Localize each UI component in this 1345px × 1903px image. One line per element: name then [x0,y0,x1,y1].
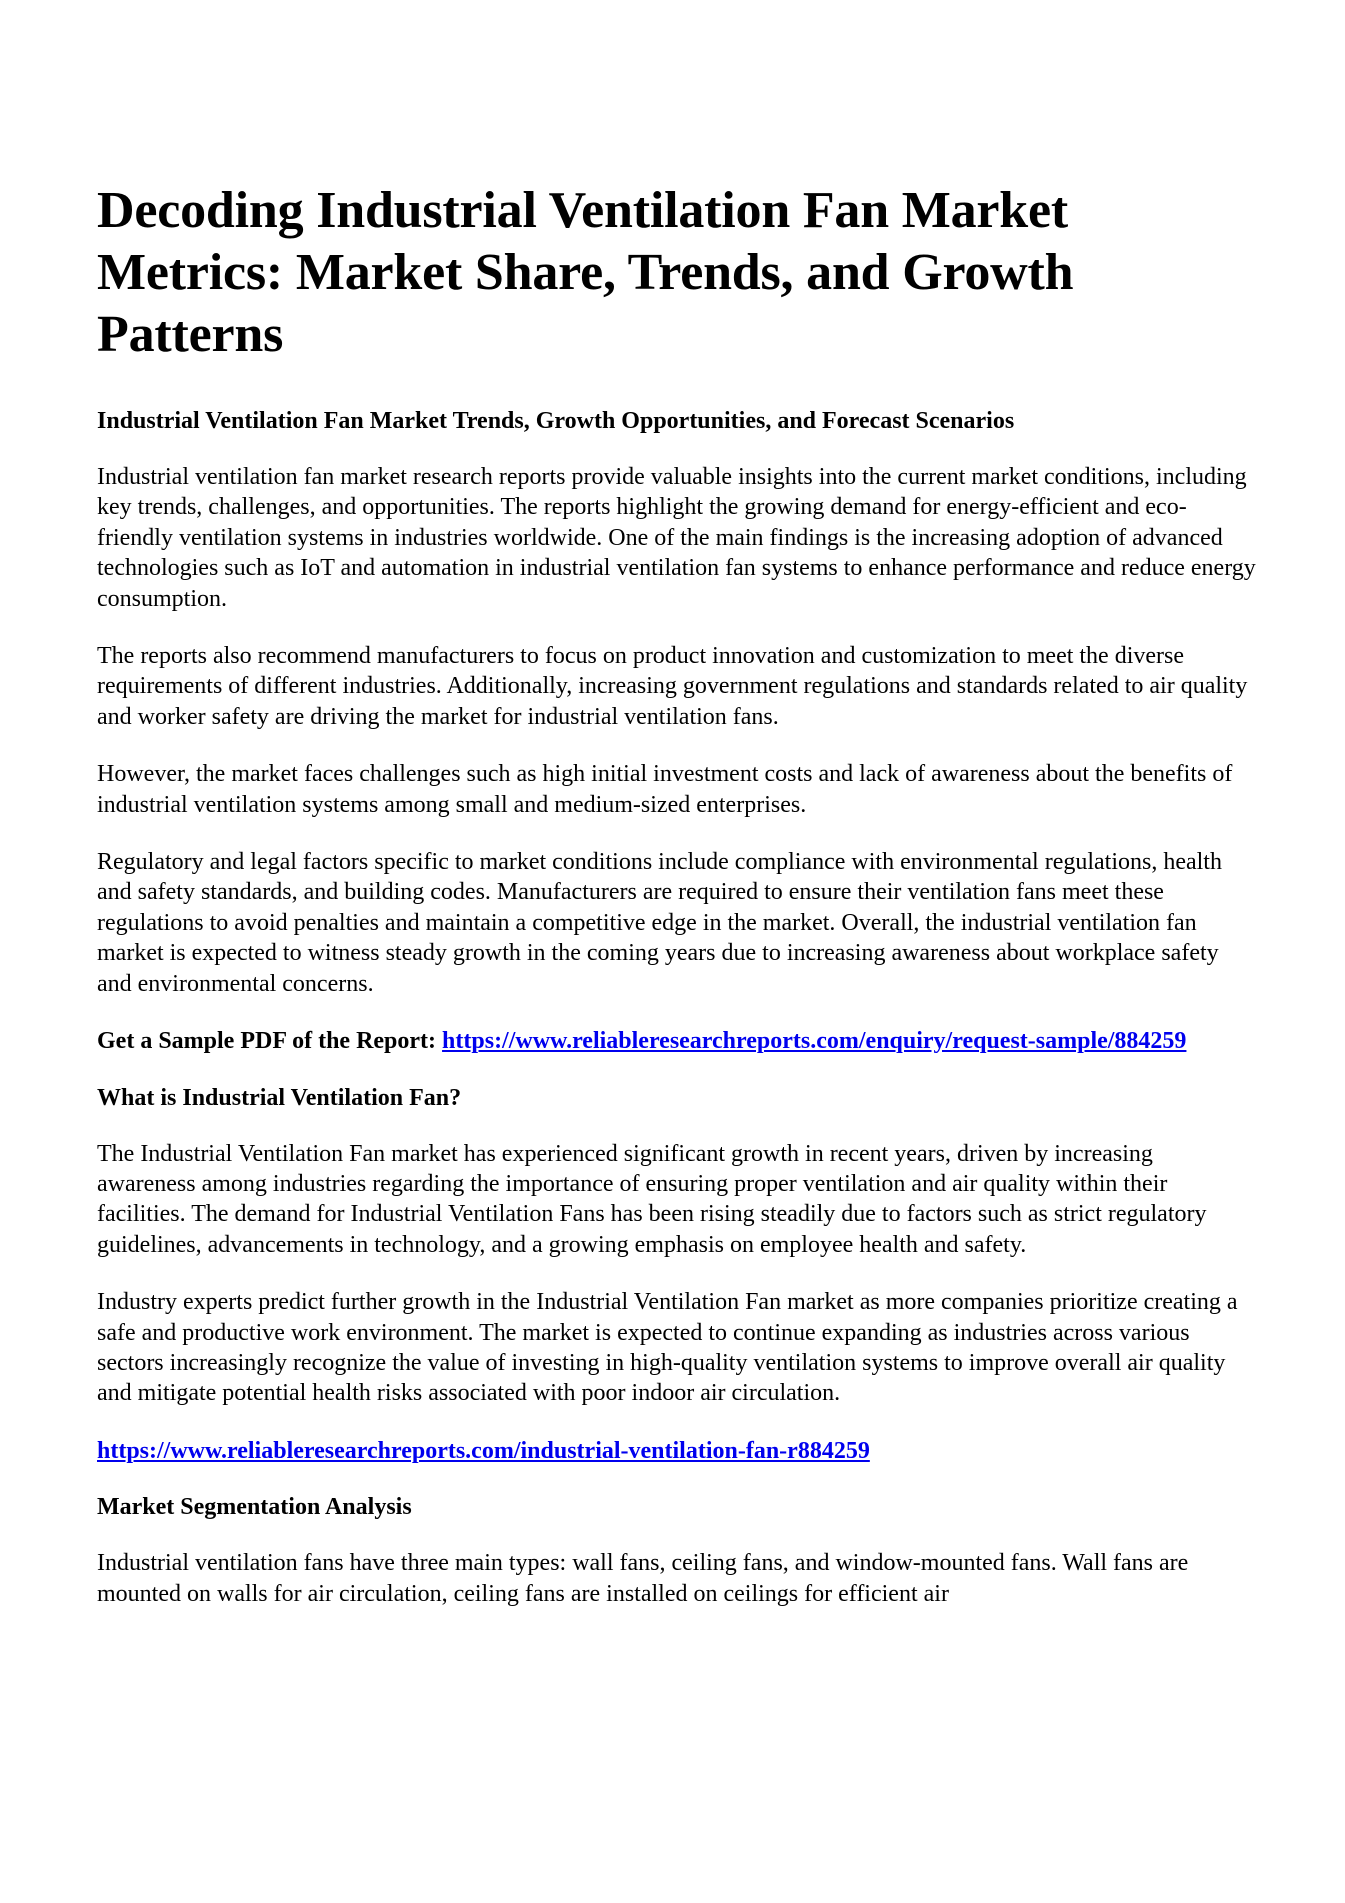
paragraph-expert-predictions: Industry experts predict further growth in the Industrial Ventilation Fan market as more companies prioritize creating a safe and productive work environment. The market is expected to continue expanding as industries across various sectors increasingly recognize the value of investing in high-quality ventilation systems to improve overall air quality and mitigate potential health risks associated with poor indoor air circulation. [97,1289,1238,1407]
trends-heading: Industrial Ventilation Fan Market Trends, Growth Opportunities, and Forecast Scenarios [97,408,1015,434]
paragraph-regulatory: Regulatory and legal factors specific to market conditions include compliance with environmental regulations, health and safety standards, and building codes. Manufacturers are required to ensure their ventilation fans meet these regulations to avoid penalties and maintain a competitive edge in the market. Overall, the industrial ventilation fan market is expected to witness steady growth in the coming years due to increasing awareness about workplace safety and environmental concerns. [97,849,1222,997]
paragraph-market-growth: The Industrial Ventilation Fan market has experienced significant growth in recent years, driven by increasing awareness among industries regarding the importance of ensuring proper ventilation and air quality within their facilities. The demand for Industrial Ventilation Fans has been rising steadily due to factors such as strict regulatory guidelines, advancements in technology, and a growing emphasis on employee health and safety. [97,1140,1207,1258]
paragraph-recommendations: The reports also recommend manufacturers to focus on product innovation and customization to meet the diverse requirements of different industries. Additionally, increasing government regulations and standards related to air quality and worker safety are driving the market for industrial ventilation fans. [97,643,1248,730]
segmentation-heading: Market Segmentation Analysis [97,1494,412,1521]
report-link-line [97,1436,1257,1466]
sample-pdf-link[interactable]: https://www.reliableresearchreports.com/enquiry/request-sample/884259 [442,1028,1187,1055]
what-is-heading: What is Industrial Ventilation Fan? [97,1084,462,1111]
report-link[interactable]: https://www.reliableresearchreports.com/industrial-ventilation-fan-r884259 [97,1437,870,1464]
sample-pdf-label: Get a Sample PDF of the Report: [97,1028,443,1055]
page-title: Decoding Industrial Ventilation Fan Market Metrics: Market Share, Trends, and Growth Patterns [97,182,1074,363]
sample-pdf-line [97,1026,1257,1056]
paragraph-segmentation: Industrial ventilation fans have three main types: wall fans, ceiling fans, and window-mounted fans. Wall fans are mounted on walls for air circulation, ceiling fans are installed on ceilings for efficient air [97,1550,1189,1607]
paragraph-market-insights: Industrial ventilation fan market research reports provide valuable insights into the current market conditions, including key trends, challenges, and opportunities. The reports highlight the growing demand for energy-efficient and eco-friendly ventilation systems in industries worldwide. One of the main findings is the increasing adoption of advanced technologies such as IoT and automation in industrial ventilation fan systems to enhance performance and reduce energy consumption. [97,464,1256,612]
paragraph-challenges: However, the market faces challenges such as high initial investment costs and lack of awareness about the benefits of industrial ventilation systems among small and medium-sized enterprises. [97,761,1233,818]
